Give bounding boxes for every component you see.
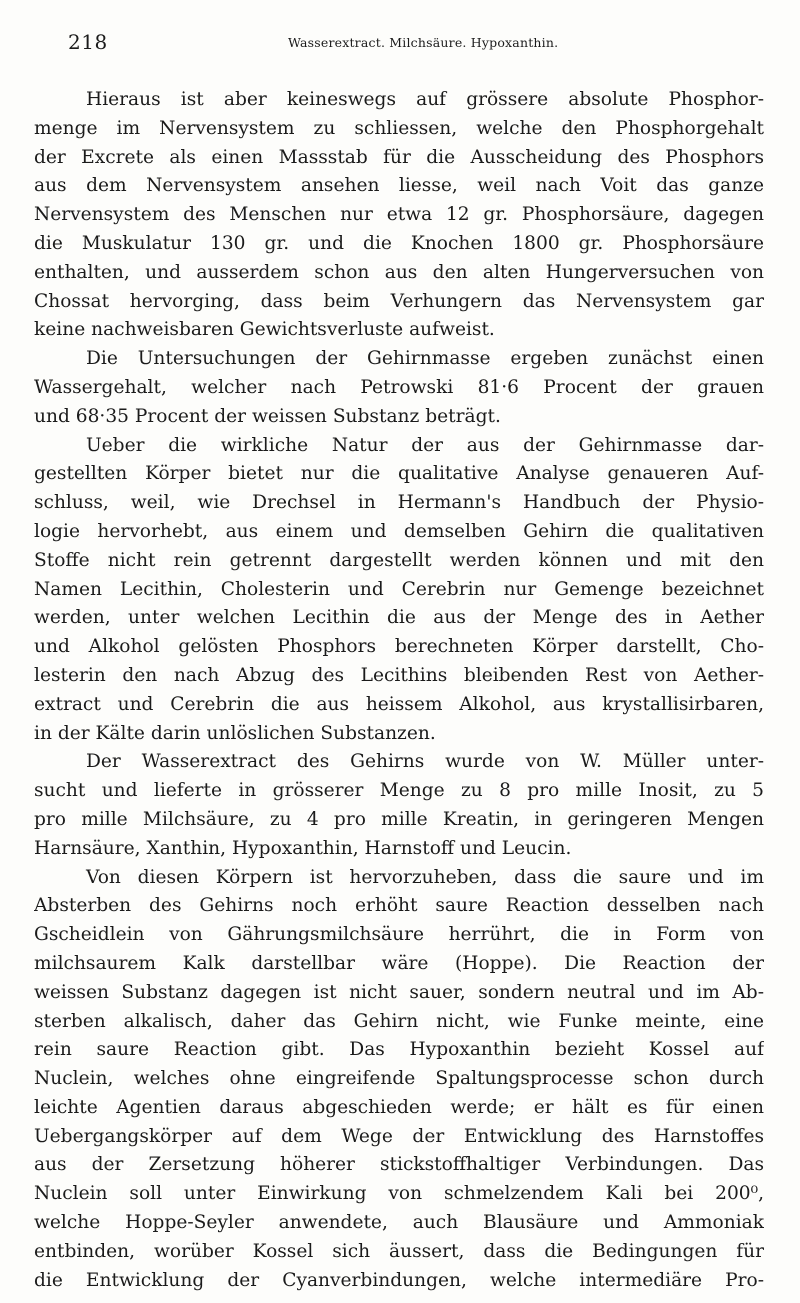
text-line: gestellten Körper bietet nur die qualitative Analyse genaueren Auf- — [34, 463, 764, 485]
text-line: der Excrete als einen Massstab für die Ausscheidung des Phosphors — [34, 146, 764, 168]
text-line: weissen Substanz dagegen ist nicht sauer, sondern neutral und im Ab- — [34, 981, 764, 1003]
text-line: Von diesen Körpern ist hervorzuheben, dass die saure und im — [86, 866, 764, 888]
page-header — [34, 0, 764, 86]
text-line: Namen Lecithin, Cholesterin und Cerebrin nur Gemenge bezeichnet — [34, 578, 764, 600]
page-number: 218 — [68, 30, 108, 54]
text-line: sterben alkalisch, daher das Gehirn nicht, wie Funke meinte, eine — [34, 1010, 764, 1032]
text-line: und 68·35 Procent der weissen Substanz beträgt. — [34, 405, 501, 427]
paragraph — [34, 86, 764, 345]
text-line: Chossat hervorging, dass beim Verhungern das Nervensystem gar — [34, 290, 764, 312]
text-line: die Muskulatur 130 gr. und die Knochen 1800 gr. Phosphorsäure — [34, 232, 764, 254]
text-line: pro mille Milchsäure, zu 4 pro mille Kreatin, in geringeren Mengen — [34, 808, 764, 830]
paragraph — [34, 345, 764, 431]
text-line: entbinden, worüber Kossel sich äussert, dass die Bedingungen für — [34, 1240, 764, 1262]
text-line: rein saure Reaction gibt. Das Hypoxanthin bezieht Kossel auf — [34, 1039, 764, 1061]
text-line: Uebergangskörper auf dem Wege der Entwicklung des Harnstoffes — [34, 1125, 764, 1147]
text-line: und Alkohol gelösten Phosphors berechneten Körper darstellt, Cho- — [34, 636, 764, 658]
text-line: Wassergehalt, welcher nach Petrowski 81·6 Procent der grauen — [34, 376, 764, 398]
text-line: lesterin den nach Abzug des Lecithins bleibenden Rest von Aether- — [34, 664, 764, 686]
text-line: enthalten, und ausserdem schon aus den alten Hungerversuchen von — [34, 261, 764, 283]
text-line: milchsaurem Kalk darstellbar wäre (Hoppe). Die Reaction der — [34, 952, 764, 974]
text-line: extract und Cerebrin die aus heissem Alkohol, aus krystallisirbaren, — [34, 693, 764, 715]
text-line: Die Untersuchungen der Gehirnmasse ergeben zunächst einen — [86, 348, 764, 370]
text-line: Harnsäure, Xanthin, Hypoxanthin, Harnstoff und Leucin. — [34, 837, 572, 859]
paragraph — [34, 432, 764, 749]
text-line: keine nachweisbaren Gewichtsverluste aufweist. — [34, 319, 495, 341]
text-line: schluss, weil, wie Drechsel in Hermann's Handbuch der Physio- — [34, 492, 764, 514]
text-line: welche Hoppe-Seyler anwendete, auch Blausäure und Ammoniak — [34, 1212, 764, 1234]
paragraph — [34, 748, 764, 863]
text-line: werden, unter welchen Lecithin die aus der Menge des in Aether — [34, 607, 764, 629]
text-line: menge im Nervensystem zu schliessen, welche den Phosphorgehalt — [34, 117, 764, 139]
text-line: Nuclein, welches ohne eingreifende Spaltungsprocesse schon durch — [34, 1068, 764, 1090]
text-line: Gscheidlein von Gährungsmilchsäure herrührt, die in Form von — [34, 924, 764, 946]
text-line: die Entwicklung der Cyanverbindungen, welche intermediäre Pro- — [34, 1269, 764, 1291]
text-line: Nuclein soll unter Einwirkung von schmelzendem Kali bei 200⁰, — [34, 1183, 764, 1205]
text-line: aus dem Nervensystem ansehen liesse, weil nach Voit das ganze — [34, 175, 764, 197]
text-line: logie hervorhebt, aus einem und demselben Gehirn die qualitativen — [34, 520, 764, 542]
text-line: sucht und lieferte in grösserer Menge zu 8 pro mille Inosit, zu 5 — [34, 780, 764, 802]
paragraph — [34, 864, 764, 1296]
text-line: Stoffe nicht rein getrennt dargestellt werden können und mit den — [34, 549, 764, 571]
text-line: Nervensystem des Menschen nur etwa 12 gr. Phosphorsäure, dagegen — [34, 204, 764, 226]
text-line: Der Wasserextract des Gehirns wurde von W. Müller unter- — [86, 751, 764, 773]
text-line: Absterben des Gehirns noch erhöht saure Reaction desselben nach — [34, 895, 764, 917]
text-line: Ueber die wirkliche Natur der aus der Gehirnmasse dar- — [86, 434, 764, 456]
text-line: in der Kälte darin unlöslichen Substanzen. — [34, 722, 436, 744]
text-line: leichte Agentien daraus abgeschieden werde; er hält es für einen — [34, 1096, 764, 1118]
running-head: Wasserextract. Milchsäure. Hypoxanthin. — [288, 35, 559, 50]
text-line: aus der Zersetzung höherer stickstoffhaltiger Verbindungen. Das — [34, 1154, 764, 1176]
text-line: Hieraus ist aber keineswegs auf grössere absolute Phosphor- — [86, 89, 764, 110]
body-text — [34, 86, 764, 1295]
